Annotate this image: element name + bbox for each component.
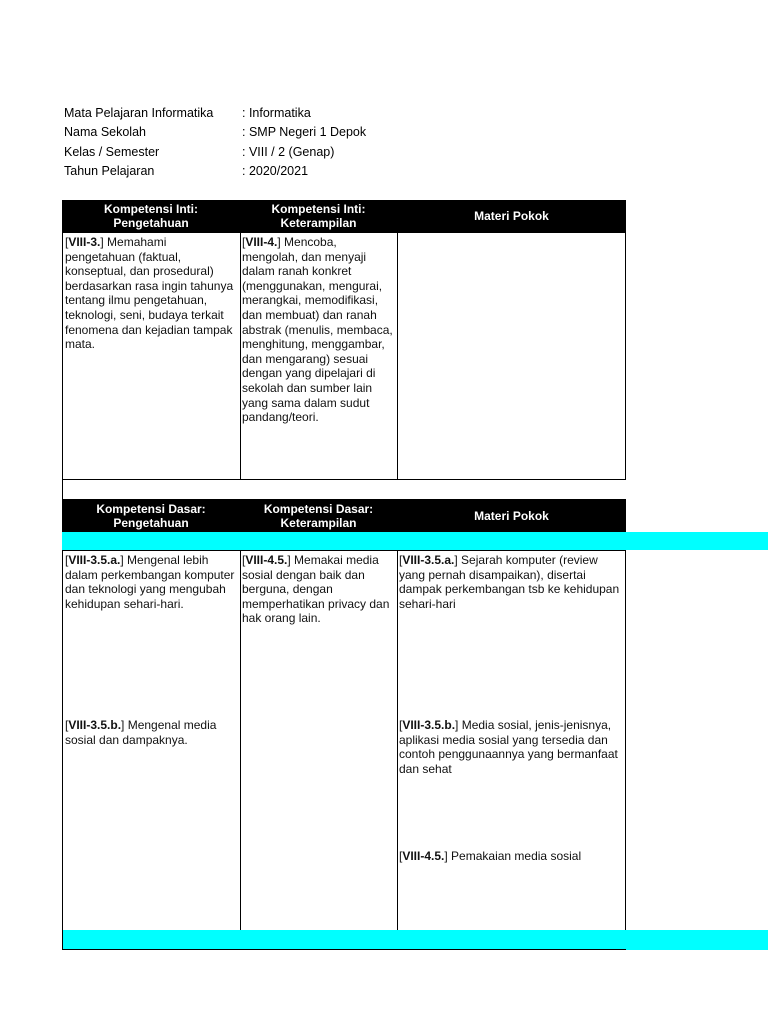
- table2-body: [62, 550, 626, 931]
- info-label: Kelas / Semester: [64, 144, 160, 159]
- highlight-band: [62, 532, 768, 550]
- materi-code: VIII-4.5.: [402, 849, 445, 863]
- materi-item: [VIII-3.5.a.] Sejarah komputer (review yang pernah disampaikan), disertai dampak perkembangan tsb ke kehidupan sehari-hari: [399, 553, 620, 611]
- table1-header: [62, 200, 626, 232]
- highlight-band: [62, 930, 768, 950]
- kd-code: VIII-3.5.b.: [68, 718, 122, 732]
- info-label: Nama Sekolah: [64, 125, 146, 140]
- bottom-border: [62, 949, 626, 950]
- info-label: Mata Pelajaran Informatika: [64, 105, 214, 120]
- info-row: [64, 103, 366, 123]
- info-value: : SMP Negeri 1 Depok: [242, 125, 367, 140]
- frame-line: [62, 930, 63, 950]
- info-row: [64, 123, 366, 143]
- kd-pengetahuan-item: [VIII-3.5.b.] Mengenal media sosial dan dampaknya.: [65, 718, 217, 747]
- header-ki-pengetahuan: Kompetensi Inti: Pengetahuan: [103, 202, 198, 230]
- ki-code: VIII-3.: [68, 235, 101, 249]
- ki-desc: Memahami pengetahuan (faktual, konseptual, dan prosedural) berdasarkan rasa ingin tahunya tentang ilmu pengetahuan, teknologi, seni, budaya terkait fenomena dan kejadian tampak mata.: [65, 235, 234, 352]
- materi-code: VIII-3.5.b.: [402, 718, 456, 732]
- document-info: [64, 103, 366, 181]
- ki-pengetahuan-text: [VIII-3.] Memahami pengetahuan (faktual, konseptual, dan prosedural) berdasarkan rasa ingin tahunya tentang ilmu pengetahuan, teknologi, seni, budaya terkait fenomena dan kejadian tampak mata.: [65, 235, 234, 352]
- kd-desc: Mengenal lebih dalam perkembangan komputer dan teknologi yang mengubah kehidupan sehari-hari.: [65, 553, 235, 611]
- materi-desc: Pemakaian media sosial: [447, 849, 582, 863]
- materi-desc: Sejarah komputer (review yang pernah disampaikan), disertai dampak perkembangan tsb ke kehidupan sehari-hari: [399, 553, 620, 611]
- info-value: : 2020/2021: [242, 164, 309, 179]
- info-label: Tahun Pelajaran: [64, 164, 155, 179]
- kd-desc: Mengenal media sosial dan dampaknya.: [65, 718, 217, 747]
- header-materi-pokok: Materi Pokok: [474, 209, 549, 223]
- kd-keterampilan-item: [VIII-4.5.] Memakai media sosial dengan baik dan berguna, dengan memperhatikan privacy dan hak orang lain.: [242, 553, 390, 626]
- ki-desc: Mencoba, mengolah, dan menyaji dalam ranah konkret (menggunakan, mengurai, merangkai, memodifikasi, dan membuat) dan ranah abstrak (menulis, membaca, menghitung, menggambar, dan mengarang) sesuai dengan yang dipelajari di sekolah dan sumber lain yang sama dalam sudut pandang/teori.: [242, 235, 393, 425]
- ki-keterampilan-text: [VIII-4.] Mencoba, mengolah, dan menyaji dalam ranah konkret (menggunakan, mengurai, merangkai, memodifikasi, dan membuat) dan ranah abstrak (menulis, membaca, menghitung, menggambar, dan mengarang) sesuai dengan yang dipelajari di sekolah dan sumber lain yang sama dalam sudut pandang/teori.: [242, 235, 393, 425]
- materi-code: VIII-3.5.a.: [402, 553, 455, 567]
- column-divider: [397, 551, 398, 930]
- info-value: : VIII / 2 (Genap): [242, 144, 335, 159]
- kd-desc: Memakai media sosial dengan baik dan berguna, dengan memperhatikan privacy dan hak orang lain.: [242, 553, 390, 626]
- header-ki-keterampilan: Kompetensi Inti: Keterampilan: [271, 202, 366, 230]
- info-value: : Informatika: [242, 105, 311, 120]
- header-kd-keterampilan: Kompetensi Dasar: Keterampilan: [263, 501, 374, 530]
- table2-header: [62, 499, 626, 532]
- materi-item: [VIII-3.5.b.] Media sosial, jenis-jenisnya, aplikasi media sosial yang tersedia dan contoh penggunaannya yang bermanfaat dan sehat: [399, 718, 618, 776]
- materi-item: [VIII-4.5.] Pemakaian media sosial: [399, 849, 582, 863]
- column-divider: [240, 233, 241, 479]
- frame-line: [62, 480, 63, 500]
- materi-desc: Media sosial, jenis-jenisnya, aplikasi media sosial yang tersedia dan contoh penggunaannya yang bermanfaat dan sehat: [399, 718, 618, 776]
- kd-code: VIII-3.5.a.: [68, 553, 121, 567]
- table1-body: [62, 232, 626, 480]
- info-row: [64, 162, 366, 182]
- kd-pengetahuan-item: [VIII-3.5.a.] Mengenal lebih dalam perkembangan komputer dan teknologi yang mengubah kehidupan sehari-hari.: [65, 553, 235, 611]
- kd-code: VIII-4.5.: [245, 553, 288, 567]
- info-row: [64, 142, 366, 162]
- column-divider: [240, 551, 241, 930]
- header-kd-pengetahuan: Kompetensi Dasar: Pengetahuan: [96, 501, 206, 530]
- column-divider: [397, 233, 398, 479]
- header-materi-pokok: Materi Pokok: [474, 508, 549, 523]
- ki-code: VIII-4.: [245, 235, 278, 249]
